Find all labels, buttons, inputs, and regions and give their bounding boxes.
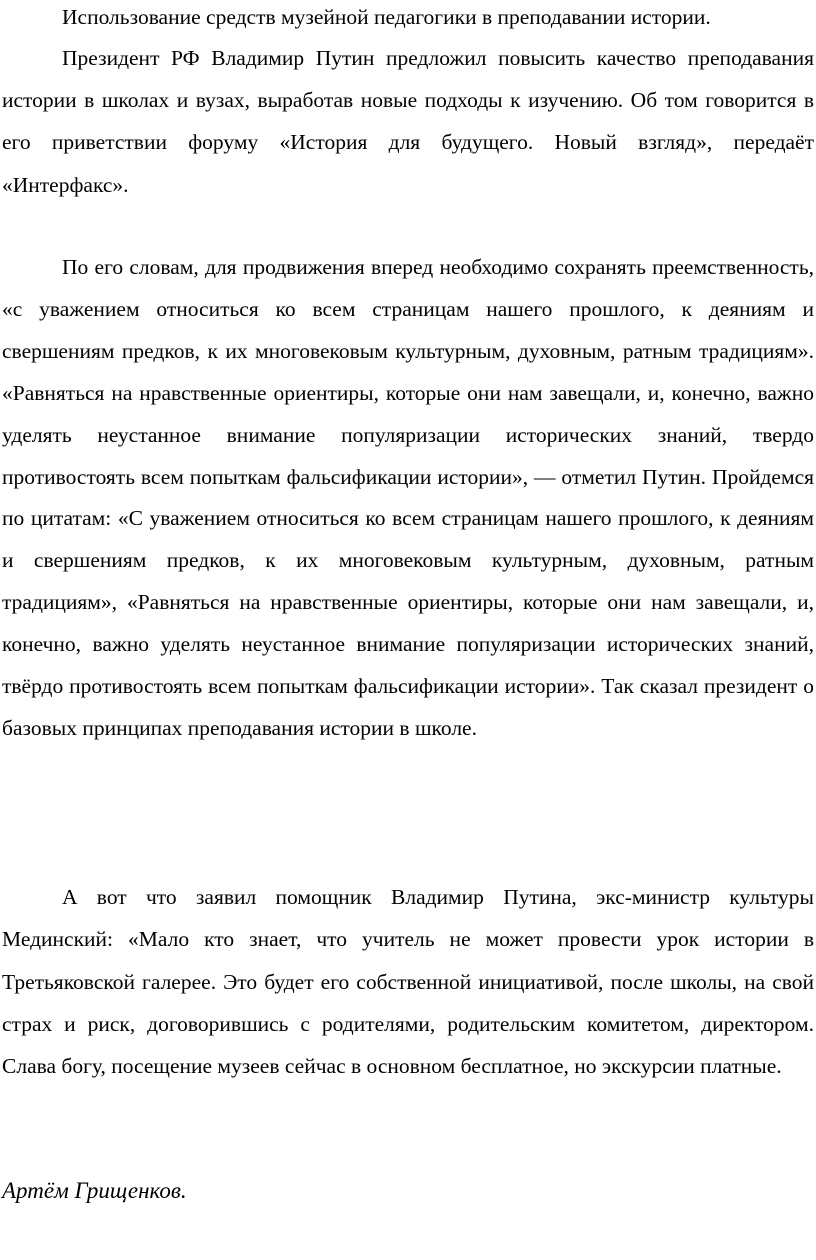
author-signature: Артём Грищенков.: [2, 1178, 187, 1203]
paragraph-putin-proposal: Президент РФ Владимир Путин предложил повысить качество преподавания истории в школах и вузах, выработав новые подходы к изучению. Об том говорится в его приветствии форуму «История для будущего. Новый взгляд», передаёт «Интерфакс».: [2, 46, 814, 197]
paragraph-medinsky-statement: А вот что заявил помощник Владимир Путина, экс-министр культуры Мединский: «Мало кто знает, что учитель не может провести урок истории в Третьяковской галерее. Это будет его собственной инициативой, после школы, на свой страх и риск, договорившись с родителями, родительским комитетом, директором. Слава богу, посещение музеев сейчас в основном бесплатное, но экскурсии платные.: [2, 885, 814, 1079]
document-title: Использование средств музейной педагогики в преподавании истории.: [62, 5, 711, 29]
paragraph-putin-quotes: По его словам, для продвижения вперед необходимо сохранять преемственность, «с уважением относиться ко всем страницам нашего прошлого, к деяниям и свершениям предков, к их многовековым культурным, духовным, ратным традициям». «Равняться на нравственные ориентиры, которые они нам завещали, и, конечно, важно уделять неустанное внимание популяризации исторических знаний, твердо противостоять всем попыткам фальсификации истории», — отметил Путин. Пройдемся по цитатам: «С уважением относиться ко всем страницам нашего прошлого, к деяниям и свершениям предков, к их многовековым культурным, духовным, ратным традициям», «Равняться на нравственные ориентиры, которые они нам завещали, и, конечно, важно уделять неустанное внимание популяризации исторических знаний, твёрдо противостоять всем попыткам фальсификации истории». Так сказал президент о базовых принципах преподавания истории в школе.: [2, 255, 814, 740]
